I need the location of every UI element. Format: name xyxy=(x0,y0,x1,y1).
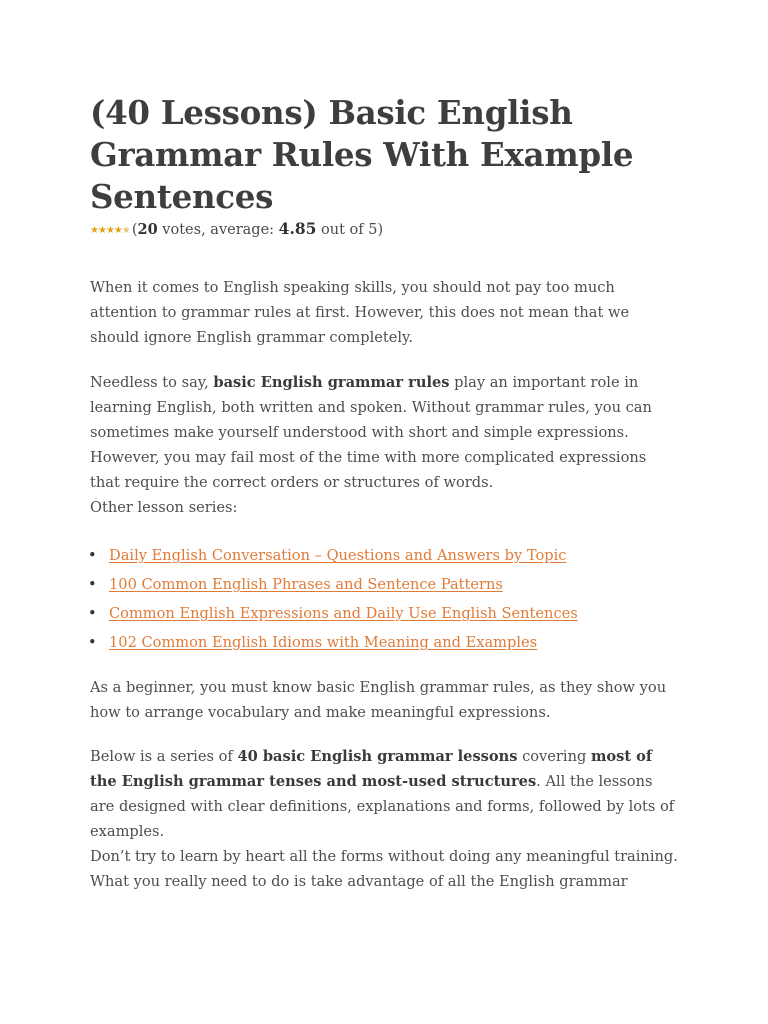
bullet: • xyxy=(88,547,97,564)
star-icon[interactable]: ★ xyxy=(97,225,106,236)
rating-out-of: out of 5) xyxy=(316,222,384,238)
list-item xyxy=(90,541,680,570)
star-icon[interactable]: ★ xyxy=(105,225,114,236)
para4-line2: Don’t try to learn by heart all the forms without doing any meaningful training. What you really need to do is take advantage of all the English grammar xyxy=(90,848,678,890)
series-label: Other lesson series: xyxy=(90,499,238,516)
rating-open: ( xyxy=(131,222,138,238)
list-item xyxy=(90,599,680,628)
rating-votes: 20 xyxy=(137,221,158,238)
list-item xyxy=(90,628,680,657)
article xyxy=(90,92,680,894)
para2-bold: basic English grammar rules xyxy=(213,374,450,391)
link-idioms[interactable]: 102 Common English Idioms with Meaning and Examples xyxy=(109,634,538,651)
bullet: • xyxy=(88,576,97,593)
para4-bold2: most of the English grammar tenses and most-used structures xyxy=(90,748,653,790)
star-icon[interactable]: ★ xyxy=(90,225,98,236)
link-common-phrases[interactable]: 100 Common English Phrases and Sentence Patterns xyxy=(109,576,503,593)
star-icon[interactable]: ★ xyxy=(113,225,122,236)
star-icon[interactable]: ★ xyxy=(121,225,130,236)
rating-line xyxy=(90,219,680,240)
para2-before: Needless to say, xyxy=(90,374,214,391)
link-daily-conversation[interactable]: Daily English Conversation – Questions and Answers by Topic xyxy=(109,547,567,564)
rating-average: 4.85 xyxy=(278,219,317,238)
para4-after: . All the lessons are designed with clear definitions, explanations and forms, followed by lots of examples. xyxy=(90,773,675,840)
intro-paragraph: When it comes to English speaking skills, you should not pay too much attention to grammar rules at first. However, this does not mean that we should ignore English grammar completely. xyxy=(90,279,630,346)
para4-middle: covering xyxy=(517,748,591,765)
bullet: • xyxy=(88,605,97,622)
para4-before: Below is a series of xyxy=(90,748,238,765)
page-title: (40 Lessons) Basic English Grammar Rules With Example Sentences xyxy=(90,93,634,216)
lesson-series-list xyxy=(90,541,680,657)
bullet: • xyxy=(88,634,97,651)
para2-after: play an important role in learning English, both written and spoken. Without grammar rules, you can sometimes make yourself understood with short and simple expressions. However, you may fail most of the time with more complicated expressions that require the correct orders or structures of words. xyxy=(90,374,652,491)
list-item xyxy=(90,570,680,599)
series-description-paragraph xyxy=(90,744,680,894)
rating-votes-text: votes, average: xyxy=(157,222,279,238)
para4-bold1: 40 basic English grammar lessons xyxy=(237,748,518,765)
beginner-paragraph: As a beginner, you must know basic English grammar rules, as they show you how to arrange vocabulary and make meaningful expressions. xyxy=(90,679,667,721)
grammar-importance-paragraph xyxy=(90,370,680,520)
link-common-expressions[interactable]: Common English Expressions and Daily Use English Sentences xyxy=(109,605,578,622)
rating-stars[interactable] xyxy=(90,219,130,239)
